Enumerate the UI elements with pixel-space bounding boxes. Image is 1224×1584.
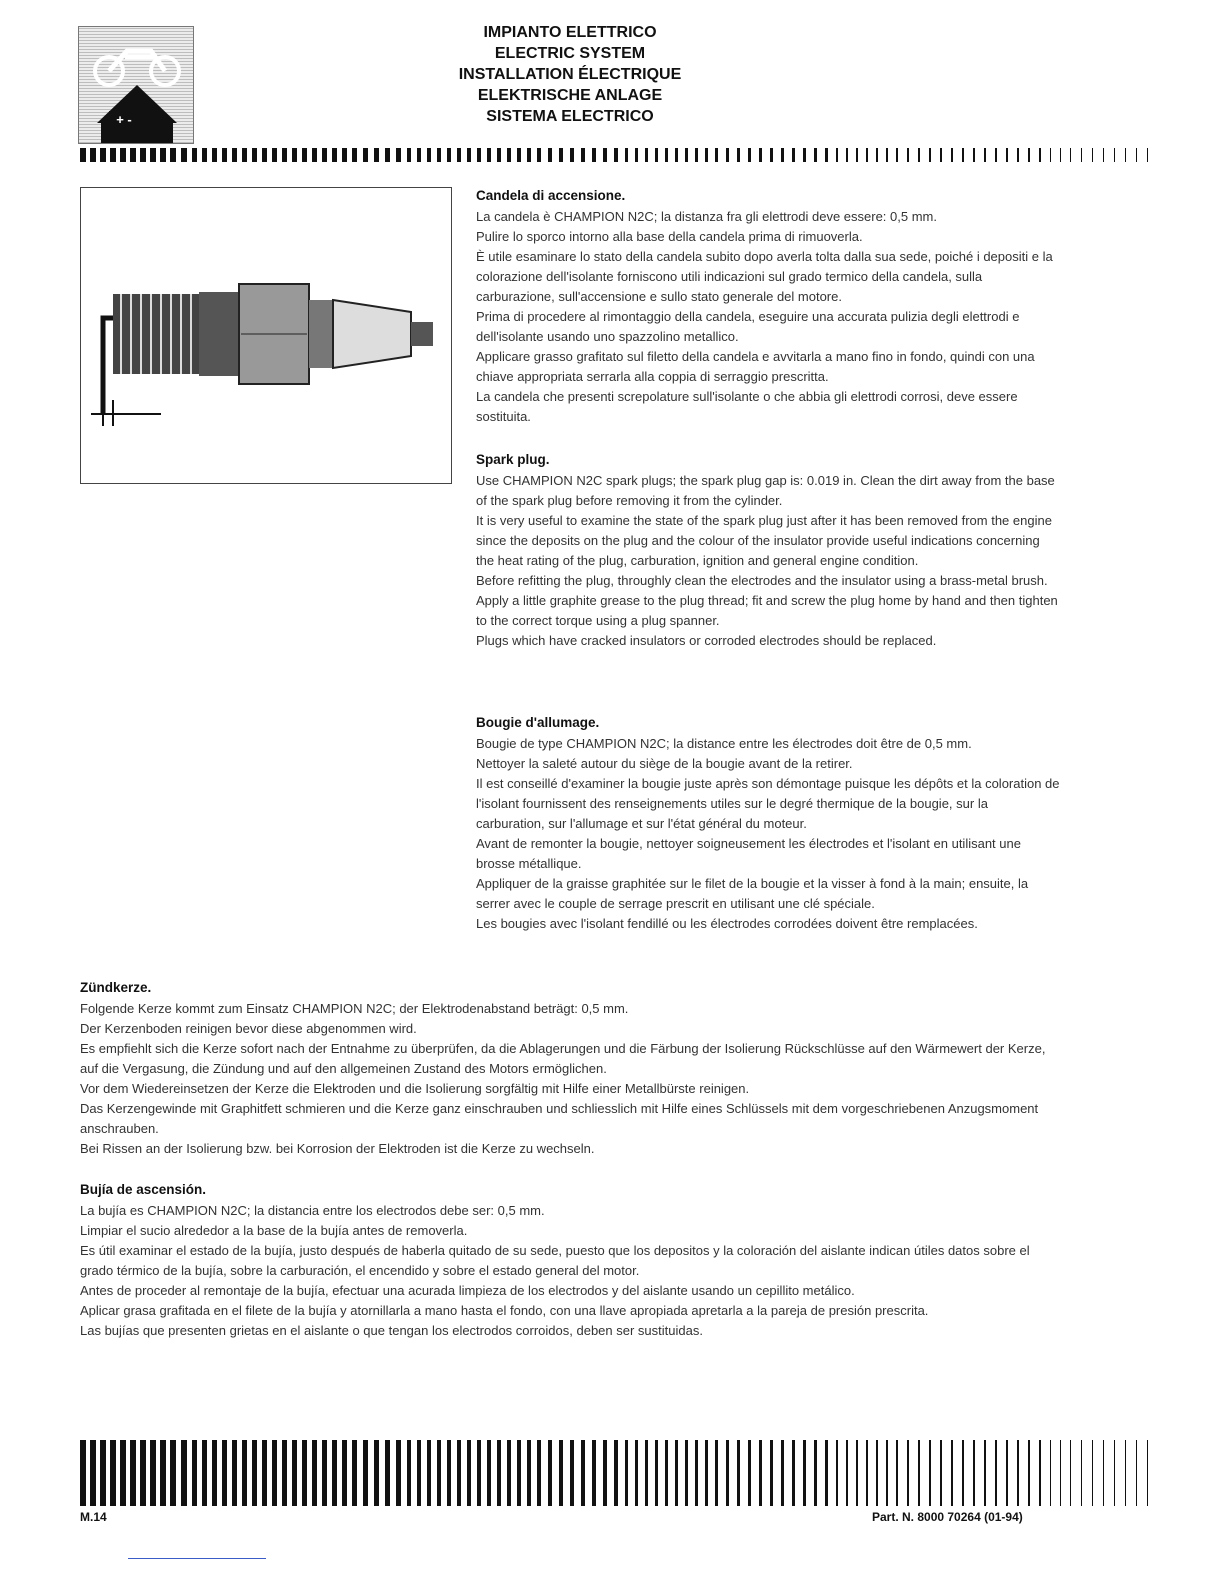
barcode-bar xyxy=(1006,148,1008,162)
barcode-bar xyxy=(302,148,307,162)
barcode-bar xyxy=(951,148,953,162)
barcode-bar xyxy=(363,1440,368,1506)
paragraph: It is very useful to examine the state of the spark plug just after it has been removed from the engine since the deposits on the plug and the colour of the insulator provide useful indications concerning the heat rating of the plug, carburation, ignition and general engine condition. xyxy=(476,513,1052,568)
barcode-bar xyxy=(1081,148,1082,162)
barcode-bar xyxy=(282,148,287,162)
barcode-bar xyxy=(603,148,607,162)
barcode-bar xyxy=(282,1440,287,1506)
barcode-bar xyxy=(1092,148,1093,162)
page-number: M.14 xyxy=(80,1510,107,1524)
barcode-bar xyxy=(1039,1440,1041,1506)
barcode-bar xyxy=(695,1440,698,1506)
barcode-bar xyxy=(140,148,146,162)
paragraph: Es empfiehlt sich die Kerze sofort nach der Entnahme zu überprüfen, da die Ablagerungen und die Färbung der Isolierung Rückschlüsse auf den Wärmewert der Kerze, auf die Vergasung, die Zündung und auf den allgemeinen Zustand des Motors ermöglichen. xyxy=(80,1041,1046,1076)
barcode-bar xyxy=(487,1440,491,1506)
section-title: Zündkerze. xyxy=(80,980,152,995)
barcode-bar xyxy=(352,148,357,162)
section-english xyxy=(476,450,1060,651)
barcode-bar xyxy=(695,148,698,162)
barcode-bar xyxy=(80,148,86,162)
barcode-bar xyxy=(759,148,762,162)
barcode-bar xyxy=(825,148,828,162)
paragraph: Las bujías que presenten grietas en el aislante o que tengan los electrodos corroidos, deben ser sustituidas. xyxy=(80,1323,703,1338)
barcode-bar xyxy=(962,1440,964,1506)
paragraph: La candela è CHAMPION N2C; la distanza fra gli elettrodi deve essere: 0,5 mm. xyxy=(476,209,937,224)
paragraph: Das Kerzengewinde mit Graphitfett schmieren und die Kerze ganz einschrauben und schliesslich mit Hilfe eines Schlüssels mit dem vorgeschriebenen Anzugsmoment anschrauben. xyxy=(80,1101,1039,1136)
barcode-bar xyxy=(342,148,347,162)
barcode-bar xyxy=(866,1440,868,1506)
paragraph: Il est conseillé d'examiner la bougie juste après son démontage puisque les dépôts et la coloration de l'isolant fournissent des renseignements utiles sur le degré thermique de la bougie, sur la carburation, sur l'allumage et sur l'état général du moteur. xyxy=(476,776,1060,831)
barcode-bar xyxy=(603,1440,607,1506)
barcode-bar xyxy=(814,1440,817,1506)
barcode-bar xyxy=(1060,1440,1061,1506)
title-it: IMPIANTO ELETTRICO xyxy=(483,24,657,41)
barcode-bar xyxy=(477,148,481,162)
barcode-bar xyxy=(517,1440,521,1506)
barcode-bar xyxy=(715,1440,718,1506)
barcode-bar xyxy=(592,1440,596,1506)
barcode-bar xyxy=(120,1440,126,1506)
barcode-bar xyxy=(715,148,718,162)
title-fr: INSTALLATION ÉLECTRIQUE xyxy=(458,66,682,83)
barcode-bar xyxy=(907,1440,909,1506)
barcode-bar xyxy=(886,1440,888,1506)
barcode-bar xyxy=(447,148,451,162)
barcode-bar xyxy=(655,148,658,162)
barcode-bar xyxy=(876,1440,878,1506)
barcode-bar xyxy=(548,148,552,162)
title-de: ELEKTRISCHE ANLAGE xyxy=(477,87,663,104)
barcode-bar xyxy=(527,148,531,162)
barcode-bar xyxy=(427,148,431,162)
barcode-bar xyxy=(635,148,638,162)
barcode-bar xyxy=(995,1440,997,1506)
barcode-bar xyxy=(181,1440,187,1506)
barcode-bar xyxy=(592,148,596,162)
barcode-bar xyxy=(110,148,116,162)
barcode-bar xyxy=(770,148,773,162)
barcode-bar xyxy=(202,148,207,162)
barcode-bar xyxy=(685,1440,688,1506)
barcode-bar xyxy=(120,148,126,162)
paragraph: La candela che presenti screpolature sull'isolante o che abbia gli elettrodi corrosi, deve essere sostituita. xyxy=(476,389,1018,424)
barcode-bar xyxy=(825,1440,828,1506)
barcode-bar xyxy=(1092,1440,1093,1506)
barcode-bar xyxy=(457,1440,461,1506)
barcode-bar xyxy=(792,1440,795,1506)
barcode-bar xyxy=(150,148,156,162)
barcode-bar xyxy=(1147,1440,1148,1506)
barcode-bar xyxy=(100,148,106,162)
barcode-bar xyxy=(160,148,166,162)
barcode-bar xyxy=(272,1440,277,1506)
barcode-bar xyxy=(396,1440,401,1506)
barcode-bar xyxy=(181,148,187,162)
paragraph: Antes de proceder al remontaje de la bujía, efectuar una acurada limpieza de los electrodos y del aislante usando un cepillito metálico. xyxy=(80,1283,855,1298)
barcode-bar xyxy=(252,148,257,162)
barcode-bar xyxy=(385,1440,390,1506)
barcode-bar xyxy=(467,148,471,162)
barcode-bar xyxy=(665,1440,668,1506)
section-german xyxy=(80,978,1058,1159)
barcode-bar xyxy=(232,148,237,162)
barcode-bar xyxy=(896,148,898,162)
barcode-bar xyxy=(352,1440,357,1506)
barcode-bar xyxy=(907,148,909,162)
barcode-bar xyxy=(886,148,888,162)
section-title: Spark plug. xyxy=(476,452,550,467)
barcode-bar xyxy=(427,1440,431,1506)
barcode-bar xyxy=(792,148,795,162)
section-italian xyxy=(476,186,1060,427)
barcode-bar xyxy=(614,1440,618,1506)
barcode-bar xyxy=(1136,148,1137,162)
paragraph: Vor dem Wiedereinsetzen der Kerze die Elektroden und die Isolierung sorgfältig mit Hilfe einer Metallbürste reinigen. xyxy=(80,1081,750,1096)
barcode-bar xyxy=(170,1440,176,1506)
barcode-bar xyxy=(90,148,96,162)
barcode-bar xyxy=(803,1440,806,1506)
barcode-bar xyxy=(675,148,678,162)
barcode-bar xyxy=(517,148,521,162)
plus-minus-badge: + - xyxy=(109,111,139,129)
barcode-bar xyxy=(437,1440,441,1506)
barcode-bar xyxy=(332,148,337,162)
barcode-bar xyxy=(537,1440,541,1506)
paragraph: Pulire lo sporco intorno alla base della candela prima di rimuoverla. xyxy=(476,229,863,244)
barcode-bar xyxy=(726,148,729,162)
barcode-bar xyxy=(973,1440,975,1506)
barcode-bar xyxy=(497,1440,501,1506)
paragraph: Folgende Kerze kommt zum Einsatz CHAMPION N2C; der Elektrodenabstand beträgt: 0,5 mm. xyxy=(80,1001,629,1016)
barcode-bar xyxy=(262,1440,267,1506)
barcode-bar xyxy=(110,1440,116,1506)
barcode-bar xyxy=(726,1440,729,1506)
barcode-bar xyxy=(1125,1440,1126,1506)
barcode-bar xyxy=(507,148,511,162)
barcode-bar xyxy=(856,148,858,162)
barcode-bar xyxy=(1017,148,1019,162)
barcode-bar xyxy=(467,1440,471,1506)
barcode-bar xyxy=(232,1440,237,1506)
barcode-bar xyxy=(537,148,541,162)
barcode-bar xyxy=(645,1440,648,1506)
page-title-block xyxy=(420,22,720,127)
barcode-bar xyxy=(242,148,247,162)
barcode-bar xyxy=(1103,148,1104,162)
paragraph: Applicare grasso grafitato sul filetto della candela e avvitarla a mano fino in fondo, quindi con una chiave appropriata serrarla alla coppia di serraggio prescritta. xyxy=(476,349,1035,384)
paragraph: Apply a little graphite grease to the plug thread; fit and screw the plug home by hand and then tighten to the correct torque using a plug spanner. xyxy=(476,593,1058,628)
top-divider-barcode xyxy=(80,148,1156,162)
barcode-bar xyxy=(559,148,563,162)
barcode-bar xyxy=(477,1440,481,1506)
section-french xyxy=(476,713,1060,934)
barcode-bar xyxy=(363,148,368,162)
barcode-bar xyxy=(1050,1440,1051,1506)
barcode-bar xyxy=(1070,148,1071,162)
barcode-bar xyxy=(312,1440,317,1506)
barcode-bar xyxy=(748,1440,751,1506)
barcode-bar xyxy=(242,1440,247,1506)
barcode-bar xyxy=(803,148,806,162)
barcode-bar xyxy=(1114,1440,1115,1506)
barcode-bar xyxy=(570,148,574,162)
barcode-bar xyxy=(252,1440,257,1506)
barcode-bar xyxy=(1114,148,1115,162)
barcode-bar xyxy=(302,1440,307,1506)
barcode-bar xyxy=(342,1440,347,1506)
barcode-bar xyxy=(876,148,878,162)
barcode-bar xyxy=(1028,148,1030,162)
barcode-bar xyxy=(292,1440,297,1506)
paragraph: Bei Rissen an der Isolierung bzw. bei Korrosion der Elektroden ist die Kerze zu wechseln. xyxy=(80,1141,595,1156)
barcode-bar xyxy=(170,148,176,162)
paragraph: La bujía es CHAMPION N2C; la distancia entre los electrodos debe ser: 0,5 mm. xyxy=(80,1203,545,1218)
barcode-bar xyxy=(962,148,964,162)
spark-plug-illustration xyxy=(80,187,452,484)
barcode-bar xyxy=(507,1440,511,1506)
barcode-bar xyxy=(846,1440,848,1506)
barcode-bar xyxy=(272,148,277,162)
bottom-barcode xyxy=(80,1440,1156,1506)
barcode-bar xyxy=(940,1440,942,1506)
barcode-bar xyxy=(1081,1440,1082,1506)
barcode-bar xyxy=(973,148,975,162)
barcode-bar xyxy=(846,148,848,162)
paragraph: Plugs which have cracked insulators or corroded electrodes should be replaced. xyxy=(476,633,937,648)
barcode-bar xyxy=(814,148,817,162)
barcode-bar xyxy=(437,148,441,162)
paragraph: Der Kerzenboden reinigen bevor diese abgenommen wird. xyxy=(80,1021,417,1036)
barcode-bar xyxy=(896,1440,898,1506)
barcode-bar xyxy=(417,148,421,162)
barcode-bar xyxy=(1039,148,1041,162)
barcode-bar xyxy=(130,1440,136,1506)
barcode-bar xyxy=(497,148,501,162)
barcode-bar xyxy=(770,1440,773,1506)
barcode-bar xyxy=(559,1440,563,1506)
barcode-bar xyxy=(130,148,136,162)
barcode-bar xyxy=(614,148,618,162)
barcode-bar xyxy=(407,1440,411,1506)
barcode-bar xyxy=(457,148,461,162)
barcode-bar xyxy=(856,1440,858,1506)
barcode-bar xyxy=(1147,148,1148,162)
barcode-bar xyxy=(940,148,942,162)
barcode-bar xyxy=(705,1440,708,1506)
barcode-bar xyxy=(1070,1440,1071,1506)
barcode-bar xyxy=(625,1440,628,1506)
barcode-bar xyxy=(140,1440,146,1506)
barcode-bar xyxy=(212,148,217,162)
paragraph: Prima di procedere al rimontaggio della candela, eseguire una accurata pulizia degli elettrodi e dell'isolante usando uno spazzolino metallico. xyxy=(476,309,1020,344)
barcode-bar xyxy=(836,148,838,162)
barcode-bar xyxy=(645,148,648,162)
barcode-bar xyxy=(635,1440,638,1506)
barcode-bar xyxy=(737,1440,740,1506)
barcode-bar xyxy=(212,1440,217,1506)
barcode-bar xyxy=(1125,148,1126,162)
section-title: Bujía de ascensión. xyxy=(80,1182,207,1197)
section-title: Candela di accensione. xyxy=(476,188,626,203)
paragraph: Avant de remonter la bougie, nettoyer soigneusement les électrodes et l'isolant en utilisant une brosse métallique. xyxy=(476,836,1021,871)
barcode-bar xyxy=(385,148,390,162)
barcode-bar xyxy=(781,1440,784,1506)
title-es: SISTEMA ELECTRICO xyxy=(486,108,654,125)
barcode-bar xyxy=(748,148,751,162)
barcode-bar xyxy=(1017,1440,1019,1506)
barcode-bar xyxy=(202,1440,207,1506)
barcode-bar xyxy=(150,1440,156,1506)
paragraph: Nettoyer la saleté autour du siège de la bougie avant de la retirer. xyxy=(476,756,853,771)
barcode-bar xyxy=(160,1440,166,1506)
section-logo xyxy=(78,26,194,144)
paragraph: Limpiar el sucio alrededor a la base de la bujía antes de removerla. xyxy=(80,1223,468,1238)
barcode-bar xyxy=(1050,148,1051,162)
barcode-bar xyxy=(396,148,401,162)
barcode-bar xyxy=(222,1440,227,1506)
paragraph: Les bougies avec l'isolant fendillé ou les électrodes corrodées doivent être remplacées. xyxy=(476,916,978,931)
scan-artifact-line xyxy=(128,1558,266,1559)
part-number: Part. N. 8000 70264 (01-94) xyxy=(872,1510,1023,1524)
paragraph: Bougie de type CHAMPION N2C; la distance entre les électrodes doit être de 0,5 mm. xyxy=(476,736,972,751)
barcode-bar xyxy=(192,148,197,162)
barcode-bar xyxy=(222,148,227,162)
barcode-bar xyxy=(192,1440,197,1506)
barcode-bar xyxy=(918,1440,920,1506)
barcode-bar xyxy=(951,1440,953,1506)
paragraph: Es útil examinar el estado de la bujía, justo después de haberla quitado de su sede, puesto que los depositos y la coloración del aislante indican útiles datos sobre el grado térmico de la bujía, sobre la carburación, el encendido y sobre el estado general del motor. xyxy=(80,1243,1030,1278)
barcode-bar xyxy=(447,1440,451,1506)
barcode-bar xyxy=(1028,1440,1030,1506)
barcode-bar xyxy=(322,148,327,162)
barcode-bar xyxy=(570,1440,574,1506)
paragraph: Use CHAMPION N2C spark plugs; the spark plug gap is: 0.019 in. Clean the dirt away from the base of the spark plug before removing it from the cylinder. xyxy=(476,473,1055,508)
barcode-bar xyxy=(866,148,868,162)
barcode-bar xyxy=(1103,1440,1104,1506)
barcode-bar xyxy=(374,148,379,162)
barcode-bar xyxy=(836,1440,838,1506)
barcode-bar xyxy=(548,1440,552,1506)
barcode-bar xyxy=(581,148,585,162)
barcode-bar xyxy=(625,148,628,162)
barcode-bar xyxy=(781,148,784,162)
barcode-bar xyxy=(332,1440,337,1506)
barcode-bar xyxy=(90,1440,96,1506)
barcode-bar xyxy=(292,148,297,162)
barcode-bar xyxy=(487,148,491,162)
barcode-bar xyxy=(984,148,986,162)
title-en: ELECTRIC SYSTEM xyxy=(494,45,646,62)
paragraph: Before refitting the plug, throughly clean the electrodes and the insulator using a brass-metal brush. xyxy=(476,573,1048,588)
barcode-bar xyxy=(322,1440,327,1506)
paragraph: È utile esaminare lo stato della candela subito dopo averla tolta dalla sua sede, poiché i depositi e la colorazione dell'isolante forniscono utili indicazioni sul grado termico della candela, sulla carburazione, sull'accensione e sullo stato generale del motore. xyxy=(476,249,1053,304)
barcode-bar xyxy=(759,1440,762,1506)
barcode-bar xyxy=(1060,148,1061,162)
barcode-bar xyxy=(675,1440,678,1506)
barcode-bar xyxy=(685,148,688,162)
section-title: Bougie d'allumage. xyxy=(476,715,600,730)
barcode-bar xyxy=(737,148,740,162)
paragraph: Aplicar grasa grafitada en el filete de la bujía y atornillarla a mano hasta el fondo, con una llave apropiada apretarla a la pareja de presión prescrita. xyxy=(80,1303,929,1318)
barcode-bar xyxy=(705,148,708,162)
barcode-bar xyxy=(665,148,668,162)
barcode-bar xyxy=(374,1440,379,1506)
barcode-bar xyxy=(262,148,267,162)
barcode-bar xyxy=(655,1440,658,1506)
barcode-bar xyxy=(100,1440,106,1506)
barcode-bar xyxy=(995,148,997,162)
barcode-bar xyxy=(417,1440,421,1506)
barcode-bar xyxy=(929,148,931,162)
paragraph: Appliquer de la graisse graphitée sur le filet de la bougie et la visser à fond à la main; ensuite, la serrer avec le couple de serrage prescrit en utilisant une clé spéciale. xyxy=(476,876,1029,911)
barcode-bar xyxy=(80,1440,86,1506)
barcode-bar xyxy=(527,1440,531,1506)
barcode-bar xyxy=(929,1440,931,1506)
barcode-bar xyxy=(1136,1440,1137,1506)
barcode-bar xyxy=(581,1440,585,1506)
barcode-bar xyxy=(1006,1440,1008,1506)
barcode-bar xyxy=(984,1440,986,1506)
barcode-bar xyxy=(918,148,920,162)
barcode-bar xyxy=(312,148,317,162)
section-spanish xyxy=(80,1180,1058,1341)
barcode-bar xyxy=(407,148,411,162)
